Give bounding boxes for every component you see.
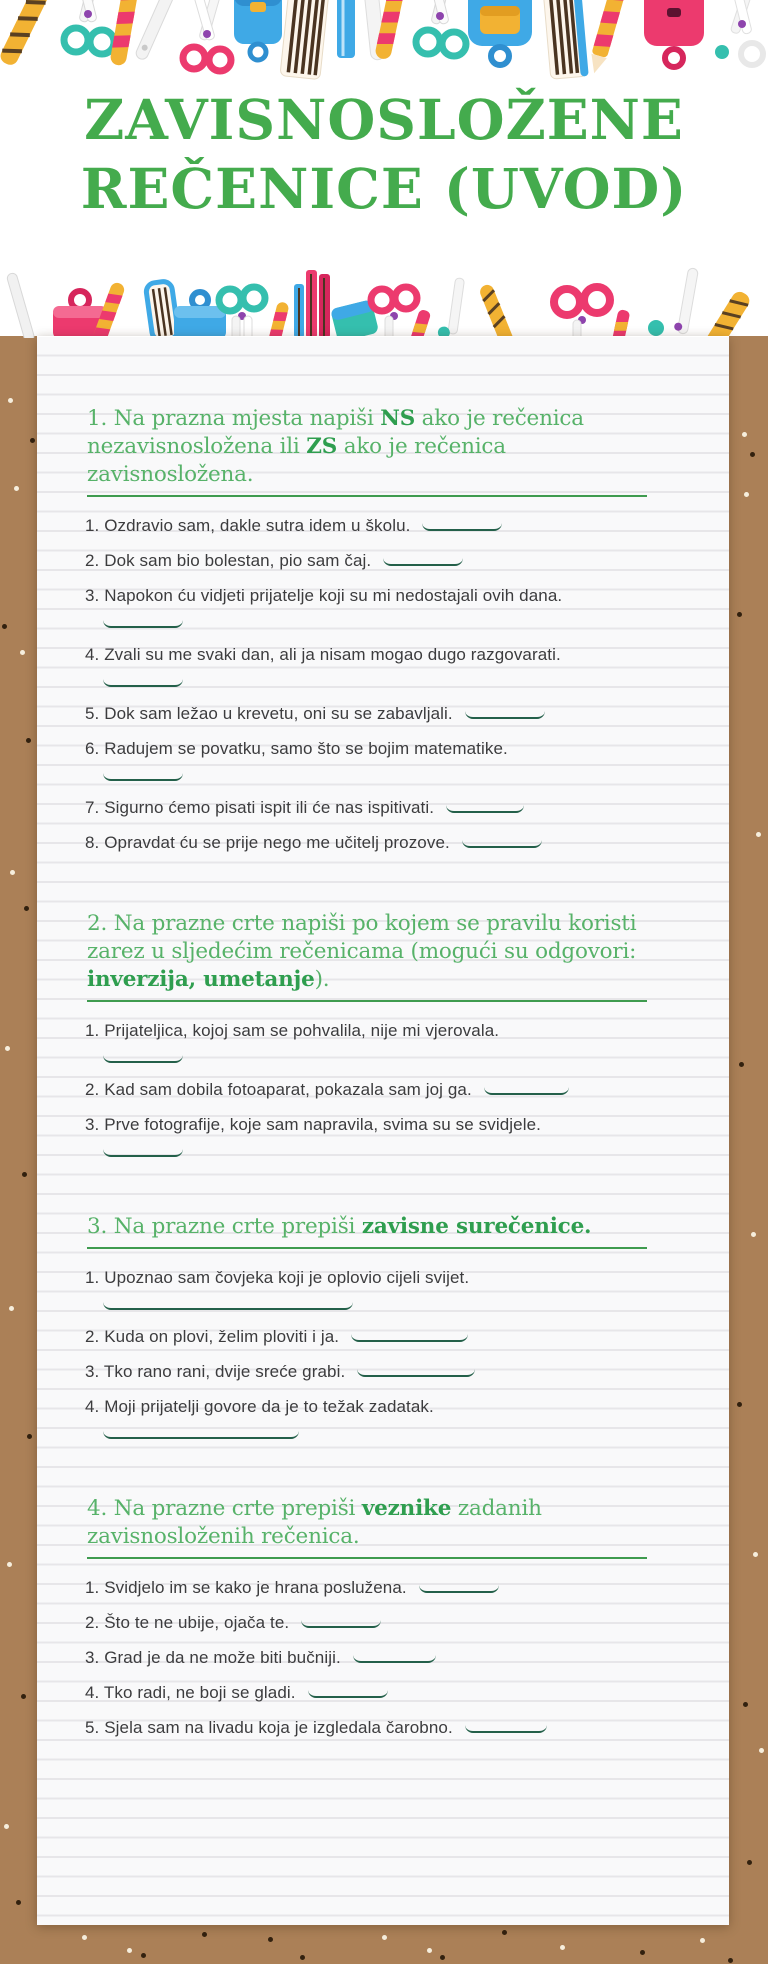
answer-line[interactable]: [103, 1055, 183, 1063]
sentence-text: 7. Sigurno ćemo pisati ispit ili će nas ispitivati.: [85, 798, 435, 817]
sentence-text: 2. Što te ne ubije, ojača te.: [85, 1613, 290, 1632]
answer-line[interactable]: [383, 558, 463, 566]
sentence-item: [85, 1717, 669, 1739]
heading-divider: [87, 495, 647, 497]
sentence-item: [85, 585, 669, 607]
sentence-item: [85, 1682, 669, 1704]
bag-icon: [174, 292, 226, 338]
task-heading: [87, 1213, 669, 1241]
answer-line[interactable]: [351, 1334, 468, 1342]
sentence-text: 1. Upoznao sam čovjeka koji je oplovio cijeli svijet.: [85, 1268, 470, 1287]
answer-line[interactable]: [465, 711, 545, 719]
sentence-item: [85, 832, 669, 854]
answer-line[interactable]: [103, 1149, 183, 1157]
sentence-text: 3. Grad je da ne može biti bučniji.: [85, 1648, 341, 1667]
task-heading-text: 3. Na prazne crte prepiši: [87, 1214, 362, 1239]
school-supplies-mid-decoration: [0, 252, 768, 338]
bag-icon: [53, 291, 107, 338]
task-heading-text: zadanih zavisnosloženih rečenica.: [87, 1496, 542, 1549]
sentence-text: 1. Svidjelo im se kako je hrana poslužena.: [85, 1578, 407, 1597]
heading-divider: [87, 1247, 647, 1249]
pencil-icon: [703, 289, 752, 338]
sentence-item: [85, 1577, 669, 1599]
sentence-item: [85, 1396, 669, 1418]
sentence-item: [85, 1114, 669, 1136]
pencil-icon: [610, 309, 630, 338]
sentence-item: [85, 1647, 669, 1669]
task-heading: [87, 1495, 669, 1551]
answer-line[interactable]: [446, 805, 524, 813]
answer-line[interactable]: [103, 679, 183, 687]
pencil-icon: [478, 283, 515, 338]
sentence-text: 5. Dok sam ležao u krevetu, oni su se zabavljali.: [85, 704, 453, 723]
answer-line[interactable]: [103, 1431, 299, 1439]
task-heading-text: ako je rečenica nezavisnosložena ili: [87, 406, 584, 459]
header: [0, 0, 768, 336]
sentence-text: 3. Prve fotografije, koje sam napravila, svima su se svidjele.: [85, 1115, 541, 1134]
sentence-item: [85, 1267, 669, 1289]
sentence-item: [85, 644, 669, 666]
task-heading: [87, 910, 669, 994]
bag-icon: [330, 299, 379, 338]
notebook-icon: [145, 280, 179, 338]
task-heading-text: 2. Na prazne crte napiši po kojem se pravilu koristi zarez u sljedećim rečenicama (mogući su odgovori:: [87, 911, 637, 964]
sentence-item: [85, 1361, 669, 1383]
sentence-text: 4. Moji prijatelji govore da je to težak zadatak.: [85, 1397, 434, 1416]
sentence-text: 2. Kuda on plovi, želim ploviti i ja.: [85, 1327, 340, 1346]
answer-line[interactable]: [484, 1087, 569, 1095]
sentence-item: [85, 738, 669, 760]
sentence-text: 4. Tko radi, ne boji se gladi.: [85, 1683, 296, 1702]
task-heading-text: 1. Na prazna mjesta napiši: [87, 406, 381, 431]
answer-line[interactable]: [357, 1369, 475, 1377]
scissors-icon: [715, 0, 763, 65]
scissors-icon: [673, 267, 698, 334]
task-heading-keyword: ZS: [306, 434, 338, 459]
task-heading-keyword: zavisne surečenice.: [361, 1214, 592, 1239]
pencil-icon: [267, 301, 290, 338]
sentence-text: 1. Ozdravio sam, dakle sutra idem u školu.: [85, 516, 411, 535]
scissors-icon: [437, 276, 464, 338]
sentence-text: 2. Kad sam dobila fotoaparat, pokazala sam joj ga.: [85, 1080, 472, 1099]
answer-line[interactable]: [103, 773, 183, 781]
task-section: [85, 1495, 669, 1739]
pencil-icon: [0, 0, 60, 67]
scissors-icon: [554, 287, 610, 338]
worksheet-paper: [37, 336, 729, 1925]
sentence-text: 6. Radujem se povatku, samo što se bojim matematike.: [85, 739, 508, 758]
sentence-text: 2. Dok sam bio bolestan, pio sam čaj.: [85, 551, 372, 570]
answer-line[interactable]: [308, 1690, 388, 1698]
sentence-text: 4. Zvali su me svaki dan, ali ja nisam mogao dugo razgovarati.: [85, 645, 561, 664]
task-section: [85, 910, 669, 1157]
task-section: [85, 1213, 669, 1439]
task-heading: [87, 405, 669, 489]
sentence-text: 5. Sjela sam na livadu koja je izgledala čarobno.: [85, 1718, 453, 1737]
scissors-icon: [219, 287, 265, 338]
heading-divider: [87, 1000, 647, 1002]
answer-line[interactable]: [353, 1655, 436, 1663]
answer-line[interactable]: [422, 523, 502, 531]
sentence-item: [85, 1020, 669, 1042]
task-section: [85, 405, 669, 854]
sentence-text: 3. Napokon ću vidjeti prijatelje koji su mi nedostajali ovih dana.: [85, 586, 563, 605]
answer-line[interactable]: [103, 620, 183, 628]
answer-line[interactable]: [462, 840, 542, 848]
background-dots: [0, 0, 5, 5]
answer-line[interactable]: [301, 1620, 381, 1628]
sentence-item: [85, 1612, 669, 1634]
eraser-icon: [648, 320, 664, 336]
task-heading-keyword: veznike: [361, 1496, 452, 1521]
task-heading-keyword: inverzija, umetanje: [87, 967, 315, 992]
answer-line[interactable]: [103, 1302, 353, 1310]
answer-line[interactable]: [465, 1725, 547, 1733]
sentence-item: [85, 1326, 669, 1348]
sentence-item: [85, 703, 669, 725]
sentence-text: 1. Prijateljica, kojoj sam se pohvalila, nije mi vjerovala.: [85, 1021, 500, 1040]
task-heading-text: ).: [314, 967, 330, 992]
sentence-text: 3. Tko rano rani, dvije sreće grabi.: [85, 1362, 346, 1381]
task-list: [85, 405, 669, 1739]
sentence-item: [85, 1079, 669, 1101]
sentence-item: [85, 550, 669, 572]
pen-icon: [6, 272, 35, 338]
sentence-item: [85, 515, 669, 537]
task-heading-text: 4. Na prazne crte prepiši: [87, 1496, 362, 1521]
sentence-text: 8. Opravdat ću se prije nego me učitelj prozove.: [85, 833, 450, 852]
pencil-icon: [92, 281, 126, 338]
task-heading-keyword: NS: [380, 406, 416, 431]
answer-line[interactable]: [419, 1585, 499, 1593]
notebook-icon: [294, 270, 330, 338]
scissors-icon: [371, 287, 417, 338]
task-heading-text: ako je rečenica zavisnosložena.: [87, 434, 506, 487]
heading-divider: [87, 1557, 647, 1559]
pencil-icon: [408, 309, 432, 338]
worksheet-title: ZAVISNOSLOŽENE REČENICE (UVOD): [80, 87, 688, 221]
sentence-item: [85, 797, 669, 819]
